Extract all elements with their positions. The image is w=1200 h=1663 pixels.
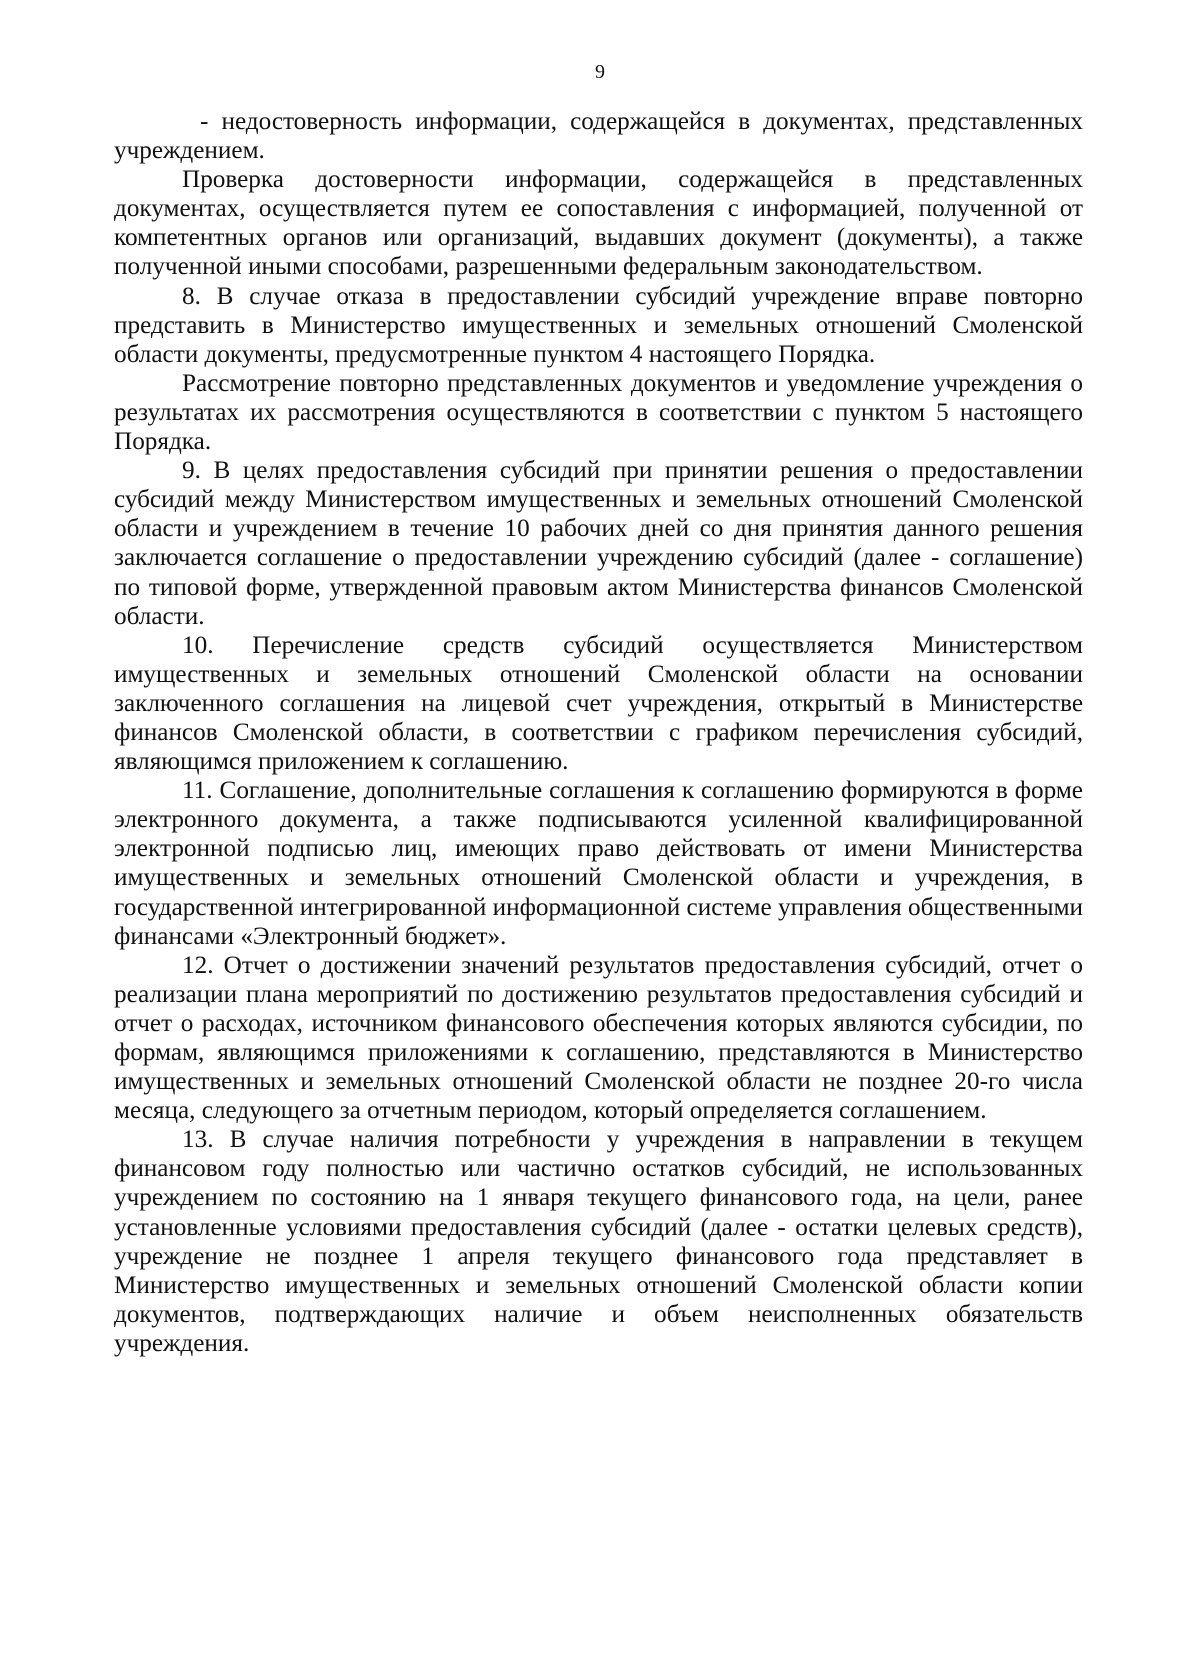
paragraph-resubmission-review: Рассмотрение повторно представленных документов и уведомление учреждения о результатах их рассмотрения осуществляются в соответствии с пунктом 5 настоящего Порядка.	[114, 369, 1083, 456]
paragraph-item-8: 8. В случае отказа в предоставлении субсидий учреждение вправе повторно представить в Министерство имущественных и земельных отношений Смоленской области документы, предусмотренные пунктом 4 настоящего Порядка.	[114, 282, 1083, 368]
page-number: 9	[595, 61, 605, 83]
document-body	[114, 107, 1083, 1358]
paragraph-unreliable-info: - недостоверность информации, содержащейся в документах, представленных учреждением.	[114, 108, 1083, 165]
paragraph-verification: Проверка достоверности информации, содержащейся в представленных документах, осуществляется путем ее сопоставления с информацией, полученной от компетентных органов или организаций, выдавших документ (документы), а также полученной иными способами, разрешенными федеральным законодательством.	[114, 166, 1083, 281]
paragraph-item-12: 12. Отчет о достижении значений результатов предоставления субсидий, отчет о реализации плана мероприятий по достижению результатов предоставления субсидий и отчет о расходах, источником финансового обеспечения которых являются субсидии, по формам, являющимся приложениями к соглашению, представляются в Министерство имущественных и земельных отношений Смоленской области не позднее 20-го числа месяца, следующего за отчетным периодом, который определяется соглашением.	[114, 951, 1083, 1125]
paragraph-item-11: 11. Соглашение, дополнительные соглашения к соглашению формируются в форме электронного документа, а также подписываются усиленной квалифицированной электронной подписью лиц, имеющих право действовать от имени Министерства имущественных и земельных отношений Смоленской области и учреждения, в государственной интегрированной информационной системе управления общественными финансами «Электронный бюджет».	[114, 777, 1083, 950]
paragraph-item-10: 10. Перечисление средств субсидий осуществляется Министерством имущественных и земельных отношений Смоленской области на основании заключенного соглашения на лицевой счет учреждения, открытый в Министерстве финансов Смоленской области, в соответствии с графиком перечисления субсидий, являющимся приложением к соглашению.	[114, 631, 1083, 776]
paragraph-item-13: 13. В случае наличия потребности у учреждения в направлении в текущем финансовом году полностью или частично остатков субсидий, не использованных учреждением по состоянию на 1 января текущего финансового года, на цели, ранее установленные условиями предоставления субсидий (далее - остатки целевых средств), учреждение не позднее 1 апреля текущего финансового года представляет в Министерство имущественных и земельных отношений Смоленской области копии документов, подтверждающих наличие и объем неисполненных обязательств учреждения.	[114, 1126, 1083, 1357]
paragraph-item-9: 9. В целях предоставления субсидий при принятии решения о предоставлении субсидий между Министерством имущественных и земельных отношений Смоленской области и учреждением в течение 10 рабочих дней со дня принятия данного решения заключается соглашение о предоставлении учреждению субсидий (далее - соглашение) по типовой форме, утвержденной правовым актом Министерства финансов Смоленской области.	[114, 457, 1083, 630]
